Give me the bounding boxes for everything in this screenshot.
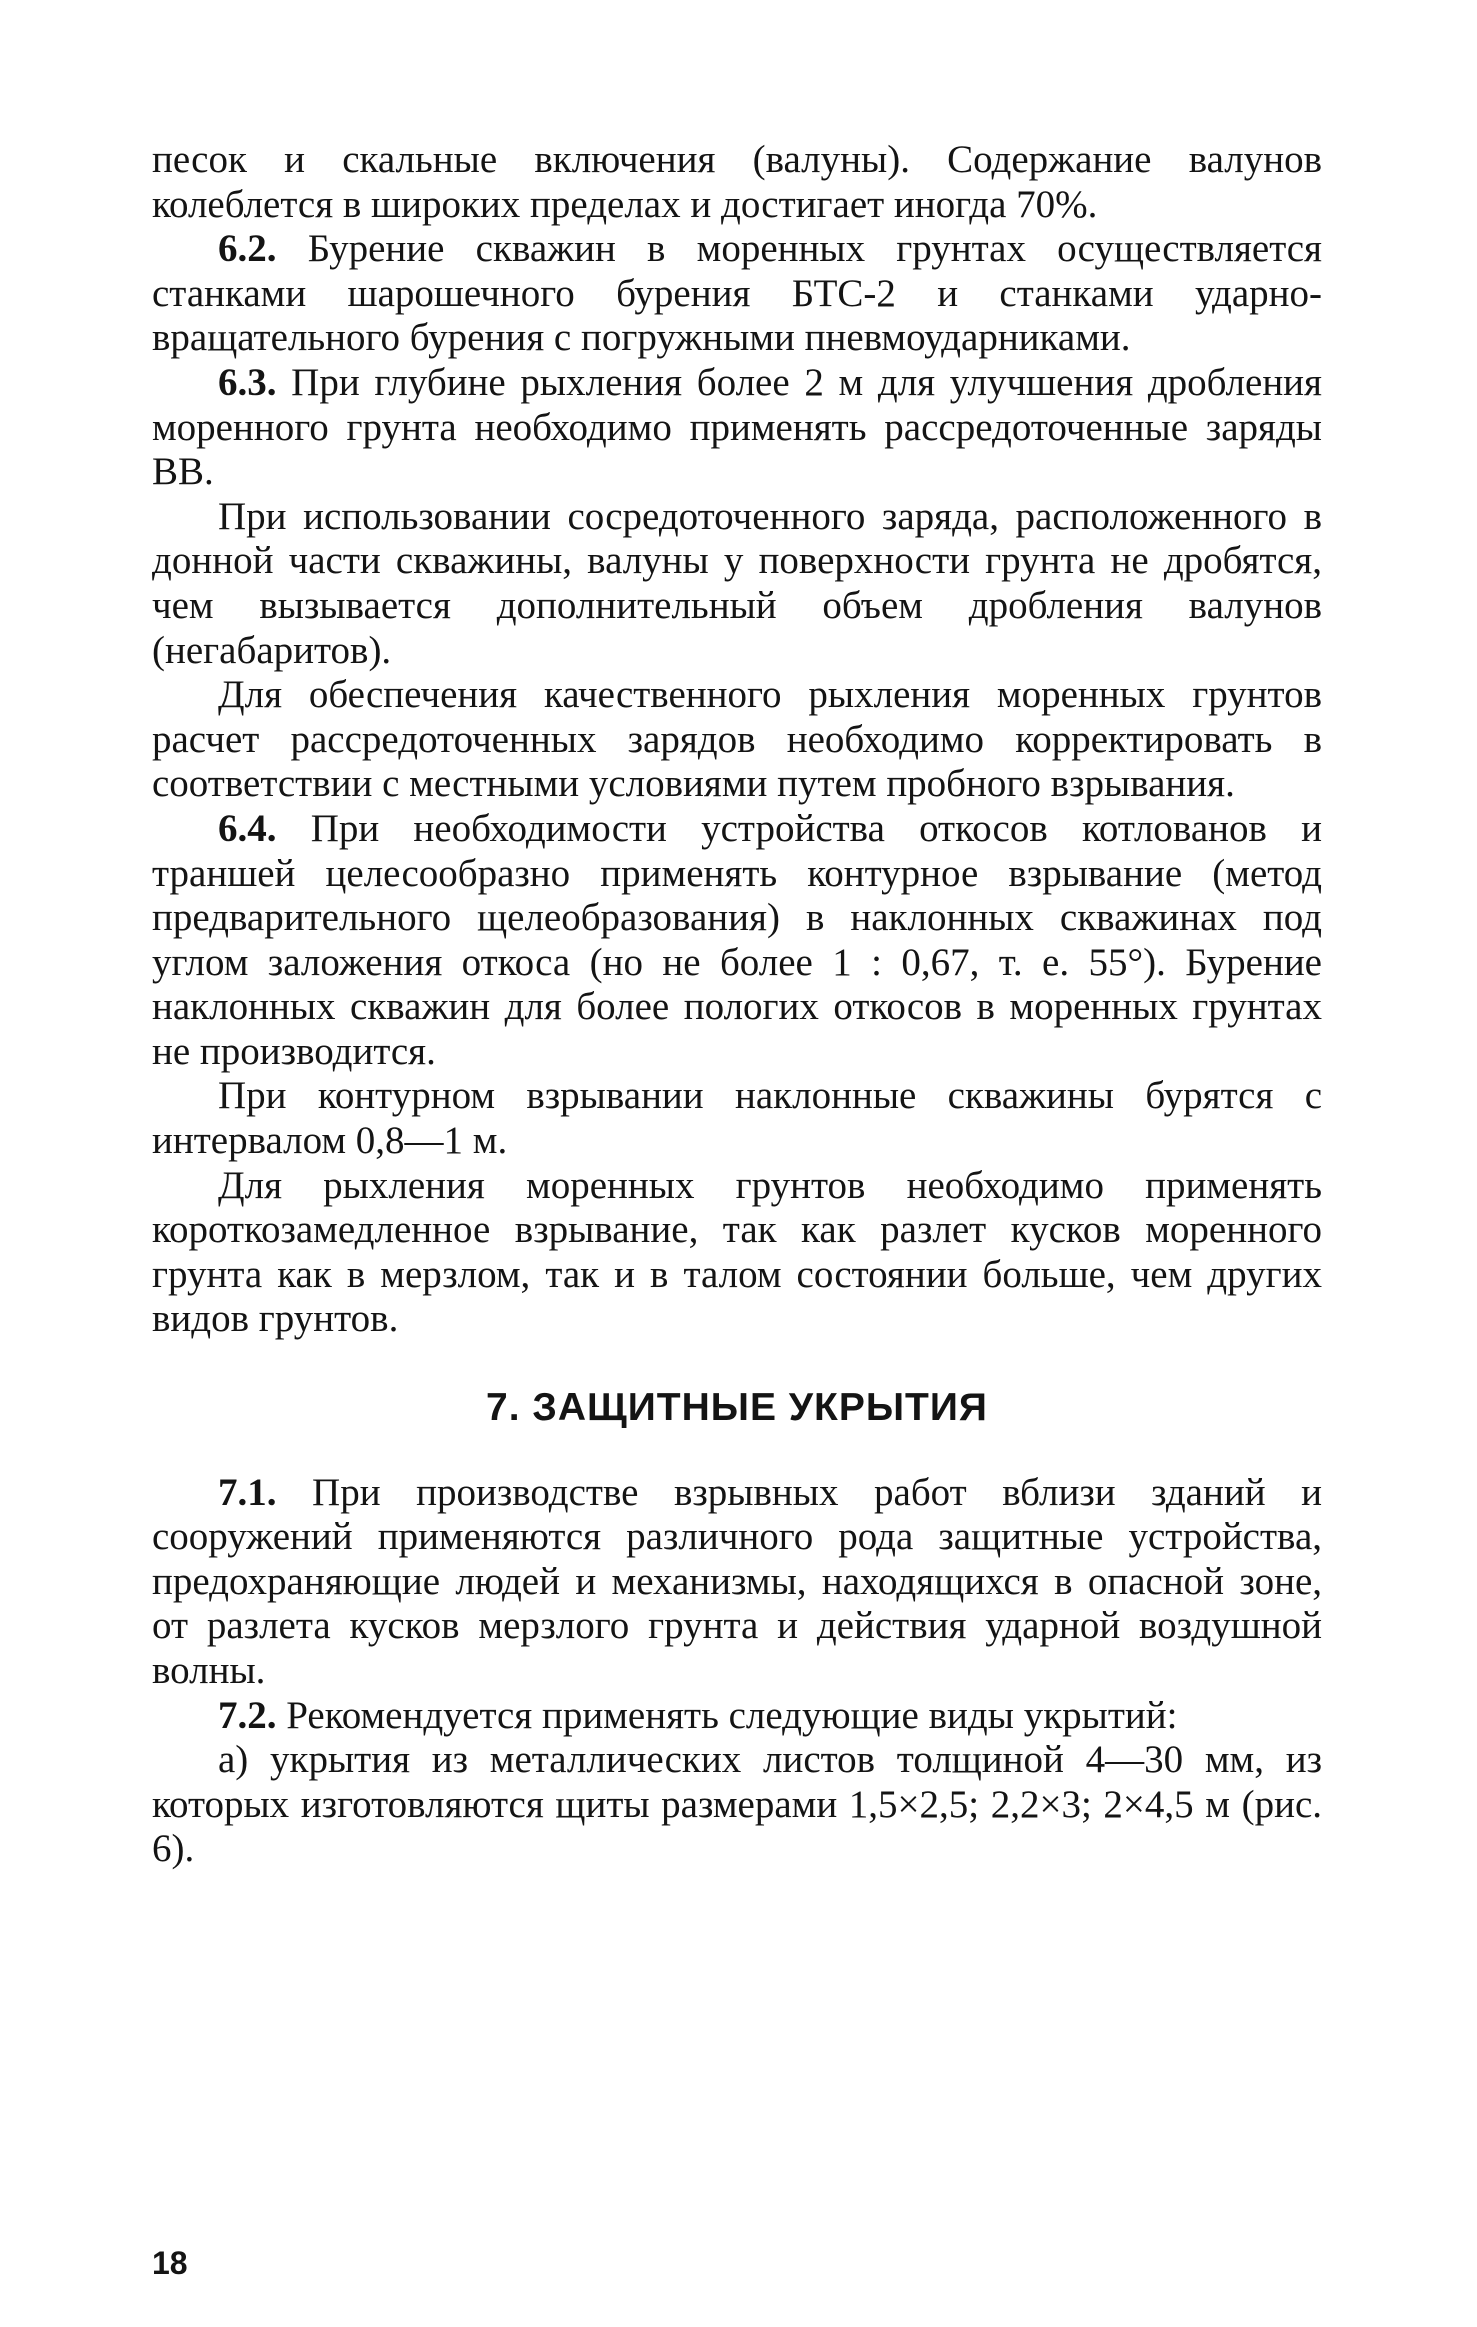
clause-number: 6.3. bbox=[218, 360, 277, 404]
section-heading: 7. ЗАЩИТНЫЕ УКРЫТИЯ bbox=[486, 1386, 988, 1430]
paragraph: Для рыхления моренных грунтов необходимо применять короткозамедленное взрывание, так как разлет кусков моренного грунта как в мерзлом, так и в талом состоянии больше, чем других видов грунтов. bbox=[152, 1163, 1322, 1341]
page-body bbox=[152, 138, 1322, 1872]
clause-number: 7.1. bbox=[218, 1470, 277, 1514]
clause-text: При производстве взрывных работ вблизи зданий и сооружений применяются различного рода защитные устройства, предохраняющие людей и механизмы, находящихся в опасной зоне, от разлета кусков мерзлого грунта и действия ударной воздушной волны. bbox=[152, 1470, 1322, 1692]
clause-number: 6.4. bbox=[218, 806, 277, 850]
clause-text: Рекомендуется применять следующие виды укрытий: bbox=[276, 1693, 1178, 1737]
paragraph: При контурном взрывании наклонные скважины бурятся с интервалом 0,8—1 м. bbox=[152, 1074, 1322, 1163]
list-item-a: а) укрытия из металлических листов толщиной 4—30 мм, из которых изготовляются щиты размерами 1,5×2,5; 2,2×3; 2×4,5 м (рис. 6). bbox=[152, 1738, 1322, 1871]
paragraph: При использовании сосредоточенного заряда, расположенного в донной части скважины, валуны у поверхности грунта не дробятся, чем вызывается дополнительный объем дробления валунов (негабаритов). bbox=[152, 494, 1322, 672]
page-number: 18 bbox=[152, 2245, 188, 2281]
paragraph-continuation: песок и скальные включения (валуны). Содержание валунов колеблется в широких пределах и достигает иногда 70%. bbox=[152, 138, 1322, 226]
paragraph: Для обеспечения качественного рыхления моренных грунтов расчет рассредоточенных зарядов необходимо корректировать в соответствии с местными условиями путем пробного взрывания. bbox=[152, 673, 1322, 806]
clause-text: При необходимости устройства откосов котлованов и траншей целесообразно применять контурное взрывание (метод предварительного щелеобразования) в наклонных скважинах под углом заложения откоса (но не более 1 : 0,67, т. е. 55°). Бурение наклонных скважин для более пологих откосов в моренных грунтах не производится. bbox=[152, 806, 1322, 1073]
paragraph-6-2 bbox=[152, 227, 1322, 361]
clause-number: 7.2. bbox=[218, 1693, 277, 1737]
paragraph-7-2 bbox=[152, 1694, 1322, 1739]
paragraph-6-4 bbox=[152, 807, 1322, 1075]
paragraph-6-3 bbox=[152, 361, 1322, 495]
clause-text: Бурение скважин в моренных грунтах осуществляется станками шарошечного бурения БТС-2 и станками ударно-вращательного бурения с погружными пневмоударниками. bbox=[152, 227, 1322, 360]
paragraph-7-1 bbox=[152, 1471, 1322, 1694]
clause-text: При глубине рыхления более 2 м для улучшения дробления моренного грунта необходимо применять рассредоточенные заряды ВВ. bbox=[152, 360, 1322, 494]
clause-number: 6.2. bbox=[218, 227, 277, 271]
